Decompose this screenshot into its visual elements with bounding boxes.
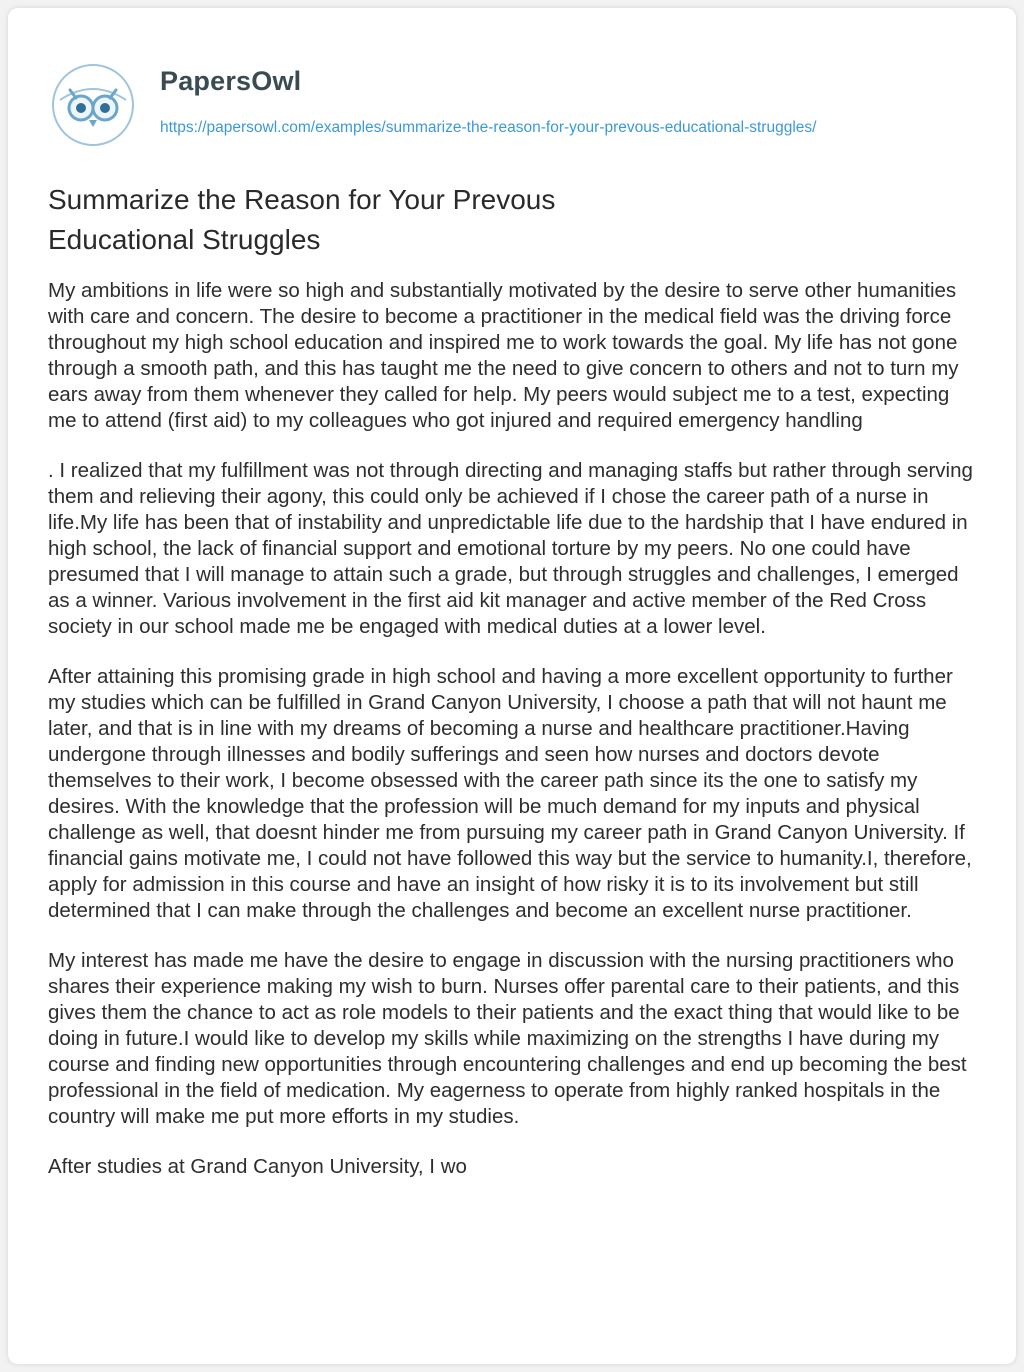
paragraph: My interest has made me have the desire to engage in discussion with the nursing practitioners who shares their experience making my wish to burn. Nurses offer parental care to their patients, and this gives them the chance to act as role models to their patients and the exact thing that would like to be doing in future.I would like to develop my skills while maximizing on the strengths I have during my course and finding new opportunities through encountering challenges and end up becoming the best professional in the field of medication. My eagerness to operate from highly ranked hospitals in the country will make me put more efforts in my studies. — [48, 949, 967, 1128]
header — [48, 60, 978, 170]
paragraph: After attaining this promising grade in high school and having a more excellent opportunity to further my studies which can be fulfilled in Grand Canyon University, I choose a path that will not haunt me later, and that is in line with my dreams of becoming a nurse and healthcare practitioner.Having undergone through illnesses and bodily sufferings and seen how nurses and doctors devote themselves to their work, I become obsessed with the career path since its the one to satisfy my desires. With the knowledge that the profession will be much demand for my inputs and physical challenge as well, that doesnt hinder me from pursuing my career path in Grand Canyon University. If financial gains motivate me, I could not have followed this way but the service to humanity.I, therefore, apply for admission in this course and have an insight of how risky it is to its involvement but still determined that I can make through the challenges and become an excellent nurse practitioner. — [48, 665, 972, 922]
paragraph: . I realized that my fulfillment was not through directing and managing staffs but rather through serving them and relieving their agony, this could only be achieved if I chose the career path of a nurse in life.My life has been that of instability and unpredictable life due to the hardship that I have endured in high school, the lack of financial support and emotional torture by my peers. No one could have presumed that I will manage to attain such a grade, but through struggles and challenges, I emerged as a winner. Various involvement in the first aid kit manager and active member of the Red Cross society in our school made me be engaged with medical duties at a lower level. — [48, 459, 973, 638]
document-page — [8, 8, 1016, 1364]
paragraph: My ambitions in life were so high and substantially motivated by the desire to serve other humanities with care and concern. The desire to become a practitioner in the medical field was the driving force throughout my high school education and inspired me to work towards the goal. My life has not gone through a smooth path, and this has taught me the need to give concern to others and not to turn my ears away from them whenever they called for help. My peers would subject me to a test, expecting me to attend (first aid) to my colleagues who got injured and required emergency handling — [48, 279, 959, 432]
source-url-link[interactable]: https://papersowl.com/examples/summarize-the-reason-for-your-prevous-educational-struggles/ — [160, 119, 817, 136]
paragraph: After studies at Grand Canyon University, I wo — [48, 1155, 467, 1178]
page-title: Summarize the Reason for Your Prevous Educational Struggles — [48, 184, 556, 255]
owl-logo-icon — [48, 60, 138, 150]
brand-name: PapersOwl — [160, 66, 302, 96]
essay-body — [48, 278, 983, 1204]
